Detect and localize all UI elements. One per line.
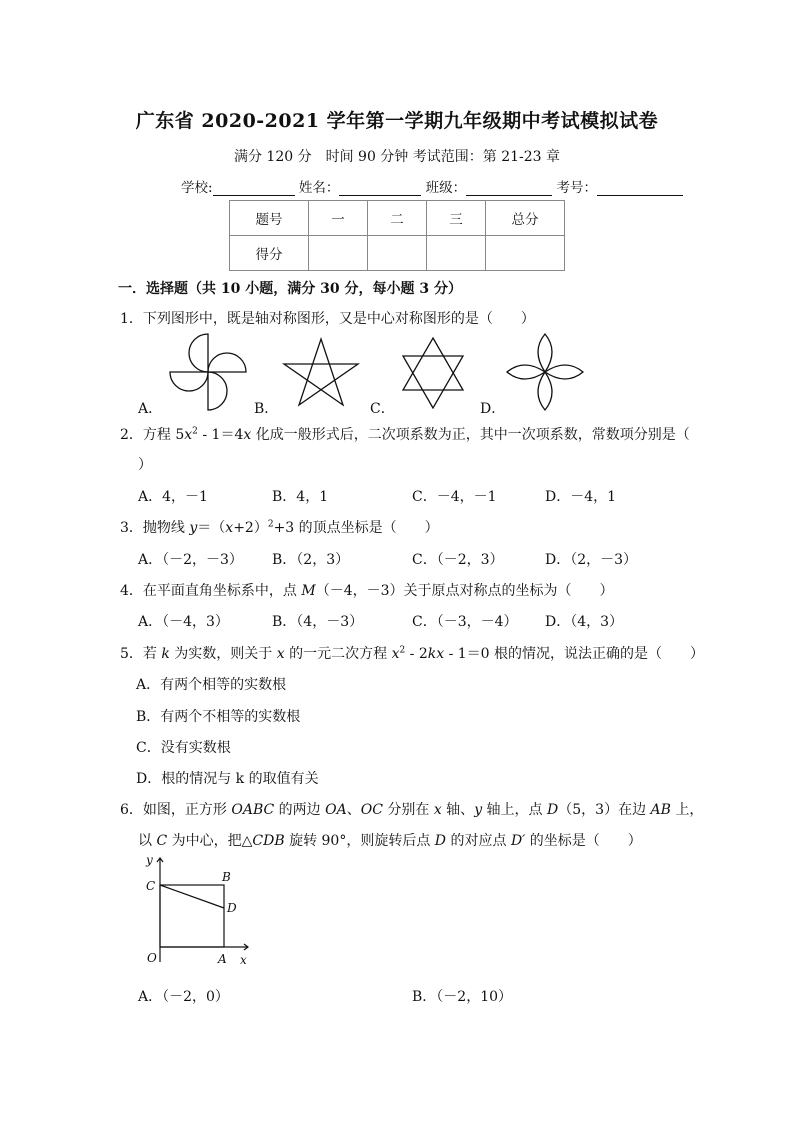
table-row [230, 236, 565, 271]
q2-text: 2．方程 5 [120, 427, 185, 443]
question-5 [120, 643, 704, 663]
q1-option-a: A． [138, 401, 163, 417]
q6-option-a: A．（－2，0） [138, 989, 229, 1005]
segment-cd [160, 885, 224, 908]
label-a: A [218, 952, 227, 966]
pentagram-figure [284, 339, 358, 405]
student-info-line [181, 176, 683, 196]
name-field[interactable] [339, 181, 421, 196]
q2-paren-close: ） [138, 457, 152, 473]
q6-figure [138, 850, 258, 970]
q1-option-d: D． [480, 401, 506, 417]
var-x: x [243, 427, 252, 443]
label-o: O [147, 951, 157, 965]
q3-option-c: C．（－2，3） [412, 552, 504, 568]
q4-option-d: D．（4，3） [545, 614, 624, 630]
q2-option-d: D．－4，1 [545, 489, 617, 505]
q5-option-b: B．有两个不相等的实数根 [136, 709, 301, 725]
table-cell: 总分 [486, 201, 565, 236]
q5-text: - 2 [405, 646, 428, 662]
q1-option-c: C． [370, 401, 395, 417]
score-table [229, 200, 565, 271]
var-oc: OC [360, 802, 383, 818]
question-2 [120, 424, 690, 444]
q5-text: 5．若 [120, 646, 162, 662]
question-6-line2 [138, 830, 642, 850]
exponent: 2 [192, 426, 198, 437]
var-y: y [474, 802, 483, 818]
hexagram-figure [403, 338, 463, 408]
table-cell: 二 [368, 201, 427, 236]
q6-option-b: B．（－2，10） [412, 989, 513, 1005]
name-label: 姓名： [298, 180, 340, 196]
label-y: y [146, 853, 153, 867]
school-field[interactable] [213, 181, 295, 196]
q5-option-c: C．没有实数根 [136, 740, 231, 756]
var-x: x [433, 802, 442, 818]
q5-text: 为实数，则关于 [169, 646, 277, 662]
exponent: 2 [399, 645, 406, 656]
var-y: y [189, 520, 198, 536]
q6-text: 轴、 [441, 802, 475, 818]
q6-text: 的两边 [274, 802, 326, 818]
q2-option-a: A．4，－1 [138, 489, 208, 505]
examno-label: 考号： [556, 180, 597, 196]
q4-text: （－4，－3）关于原点对称点的坐标为（ ） [315, 583, 614, 599]
question-4 [120, 580, 614, 600]
var-ab: AB [650, 802, 671, 818]
q6-text: 分别在 [382, 802, 434, 818]
q3-text: +2） [233, 520, 268, 536]
q2-text: 化成一般形式后，二次项系数为正，其中一次项系数，常数项分别是（ [251, 427, 690, 443]
var-x: x [391, 646, 400, 662]
q6-text: （5，3）在边 [558, 802, 651, 818]
question-3 [120, 517, 439, 537]
question-1: 1．下列图形中，既是轴对称图形，又是中心对称图形的是（ ） [120, 311, 535, 327]
q5-text: - 1＝0 根的情况，说法正确的是（ ） [444, 646, 705, 662]
score-input-cell[interactable] [309, 236, 368, 271]
var-c: C [156, 833, 168, 849]
score-input-cell[interactable] [427, 236, 486, 271]
var-k: k [161, 646, 170, 662]
section-heading: 一．选择题（共 10 小题，满分 30 分，每小题 3 分） [118, 281, 462, 297]
q5-option-d: D．根的情况与 k 的取值有关 [136, 771, 319, 787]
exam-subtitle: 满分 120 分 时间 90 分钟 考试范围：第 21-23 章 [233, 149, 561, 165]
label-b: B [222, 870, 231, 884]
var-x: x [225, 520, 234, 536]
q3-option-a: A．（－2，－3） [138, 552, 243, 568]
q3-option-b: B．（2，3） [272, 552, 350, 568]
q4-option-a: A．（－4，3） [138, 614, 229, 630]
table-cell: 得分 [230, 236, 309, 271]
question-6-line1 [120, 799, 703, 819]
table-cell: 题号 [230, 201, 309, 236]
var-d-prime: D′ [510, 833, 526, 849]
exponent: 2 [267, 519, 274, 530]
var-kx: kx [427, 646, 445, 662]
q6-text: 旋转 90°，则旋转后点 [284, 833, 435, 849]
q6-text: 上， [670, 802, 704, 818]
petal-figure [507, 334, 583, 410]
q3-option-d: D．（2，－3） [545, 552, 638, 568]
class-label: 班级： [425, 180, 467, 196]
label-x: x [240, 953, 247, 967]
q3-text: +3 的顶点坐标是（ ） [273, 520, 439, 536]
q6-text: 为中心，把△ [167, 833, 253, 849]
q4-text: 4．在平面直角坐标系中，点 [120, 583, 302, 599]
q1-option-b: B． [254, 401, 279, 417]
q2-option-c: C．－4，－1 [412, 489, 497, 505]
label-c: C [146, 879, 156, 893]
q2-text: - 1＝4 [197, 427, 244, 443]
q3-text: 3．抛物线 [120, 520, 190, 536]
q6-text: 6．如图，正方形 [120, 802, 232, 818]
examno-field[interactable] [597, 181, 683, 196]
q6-text: 的坐标是（ ） [525, 833, 642, 849]
label-d: D [227, 901, 237, 915]
q2-option-b: B．4，1 [272, 489, 329, 505]
page-title: 广东省 2020-2021 学年第一学期九年级期中考试模拟试卷 [135, 110, 659, 132]
pinwheel-figure [170, 334, 246, 410]
school-label: 学校: [181, 180, 213, 196]
var-oa: OA [325, 802, 347, 818]
q4-option-b: B．（4，－3） [272, 614, 364, 630]
var-cdb: CDB [252, 833, 285, 849]
q6-text: 以 [138, 833, 157, 849]
square-oabc [160, 885, 224, 947]
q6-text: 的对应点 [446, 833, 511, 849]
var-x: x [276, 646, 285, 662]
table-row [230, 201, 565, 236]
q6-text: 轴上，点 [482, 802, 548, 818]
var-m: M [301, 583, 316, 599]
q4-option-c: C．（－3，－4） [412, 614, 518, 630]
q5-text: 的一元二次方程 [284, 646, 392, 662]
score-input-cell[interactable] [368, 236, 427, 271]
q3-text: ＝（ [197, 520, 226, 536]
q5-option-a: A．有两个相等的实数根 [136, 677, 287, 693]
var-x: x [184, 427, 193, 443]
class-field[interactable] [466, 181, 552, 196]
table-cell: 三 [427, 201, 486, 236]
var-d: D [434, 833, 447, 849]
var-oabc: OABC [231, 802, 275, 818]
score-input-cell[interactable] [486, 236, 565, 271]
q6-text: 、 [346, 802, 361, 818]
table-cell: 一 [309, 201, 368, 236]
var-d: D [547, 802, 559, 818]
